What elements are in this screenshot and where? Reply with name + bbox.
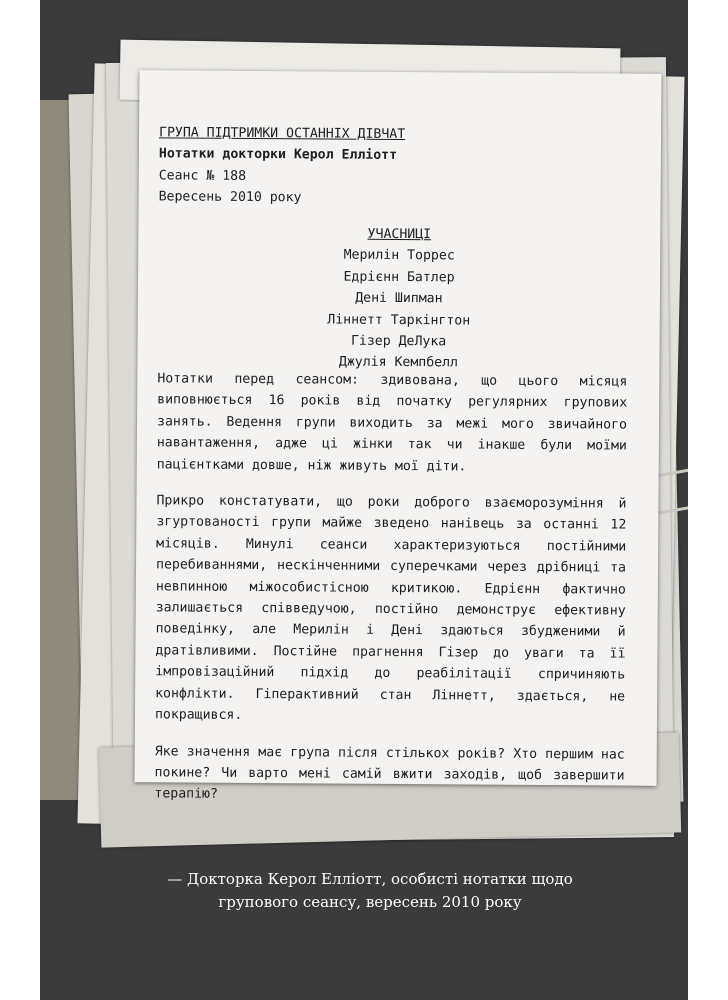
note-paragraph: Нотатки перед сеансом: здивована, що цього місяця виповнюється 16 років від початку регулярних групових занять. Ведення групи виходить за межі мого звичайного навантаження, адже ці жінки так чи інакше були моїми пацієнтками довше, ніж живуть мої діти.: [156, 371, 628, 475]
caption-line: — Докторка Керол Елліотт, особисті нотатки щодо: [167, 870, 573, 888]
attribution-caption: [136, 868, 604, 914]
members-list: [137, 222, 660, 375]
member-name: Ліннетт Таркінгтон: [327, 312, 471, 329]
member-name: Дені Шипман: [355, 290, 443, 307]
session-date: Вересень 2010 року: [158, 189, 302, 206]
note-paragraph: Яке значення має група після стількох років? Хто першим нас покине? Чи варто мені самій вжити заходів, щоб завершити терапію?: [154, 743, 625, 803]
note-header: [159, 122, 640, 211]
notes-author: Нотатки докторки Керол Елліотт: [158, 146, 398, 164]
session-number: Сеанс № 188: [158, 168, 247, 184]
dark-background-panel: [40, 0, 688, 1000]
typewritten-note-page: [135, 70, 662, 803]
note-paragraph: Прикро констатувати, що роки доброго взаєморозуміння й згуртованості групи майже зведено нанівець за останні 12 місяців. Минулі сеанси характеризуються постійними перебиваннями, нескінченними суперечками через дрібниці та невпинною міжособистісною критикою. Едрієнн фактично залишається співведучою, постійно демонструє ефективну поведінку, але Мерилін і Дені здаються збудженими й дратівливими. Постійне прагнення Гізер до уваги та її імпровізаційний підхід до реабілітації спричиняють конфлікти. Гіперактивний стан Ліннетт, здається, не покращився.: [154, 493, 627, 724]
members-heading: УЧАСНИЦІ: [367, 226, 432, 243]
member-name: Едрієнн Батлер: [343, 269, 455, 286]
member-name: Джулія Кемпбелл: [338, 355, 459, 371]
member-name: Гізер ДеЛука: [350, 333, 447, 350]
note-body: [154, 368, 627, 823]
group-title: ГРУПА ПІДТРИМКИ ОСТАННІХ ДІВЧАТ: [159, 125, 406, 143]
caption-line: групового сеансу, вересень 2010 року: [218, 893, 522, 911]
member-name: Мерилін Торрес: [343, 248, 455, 264]
